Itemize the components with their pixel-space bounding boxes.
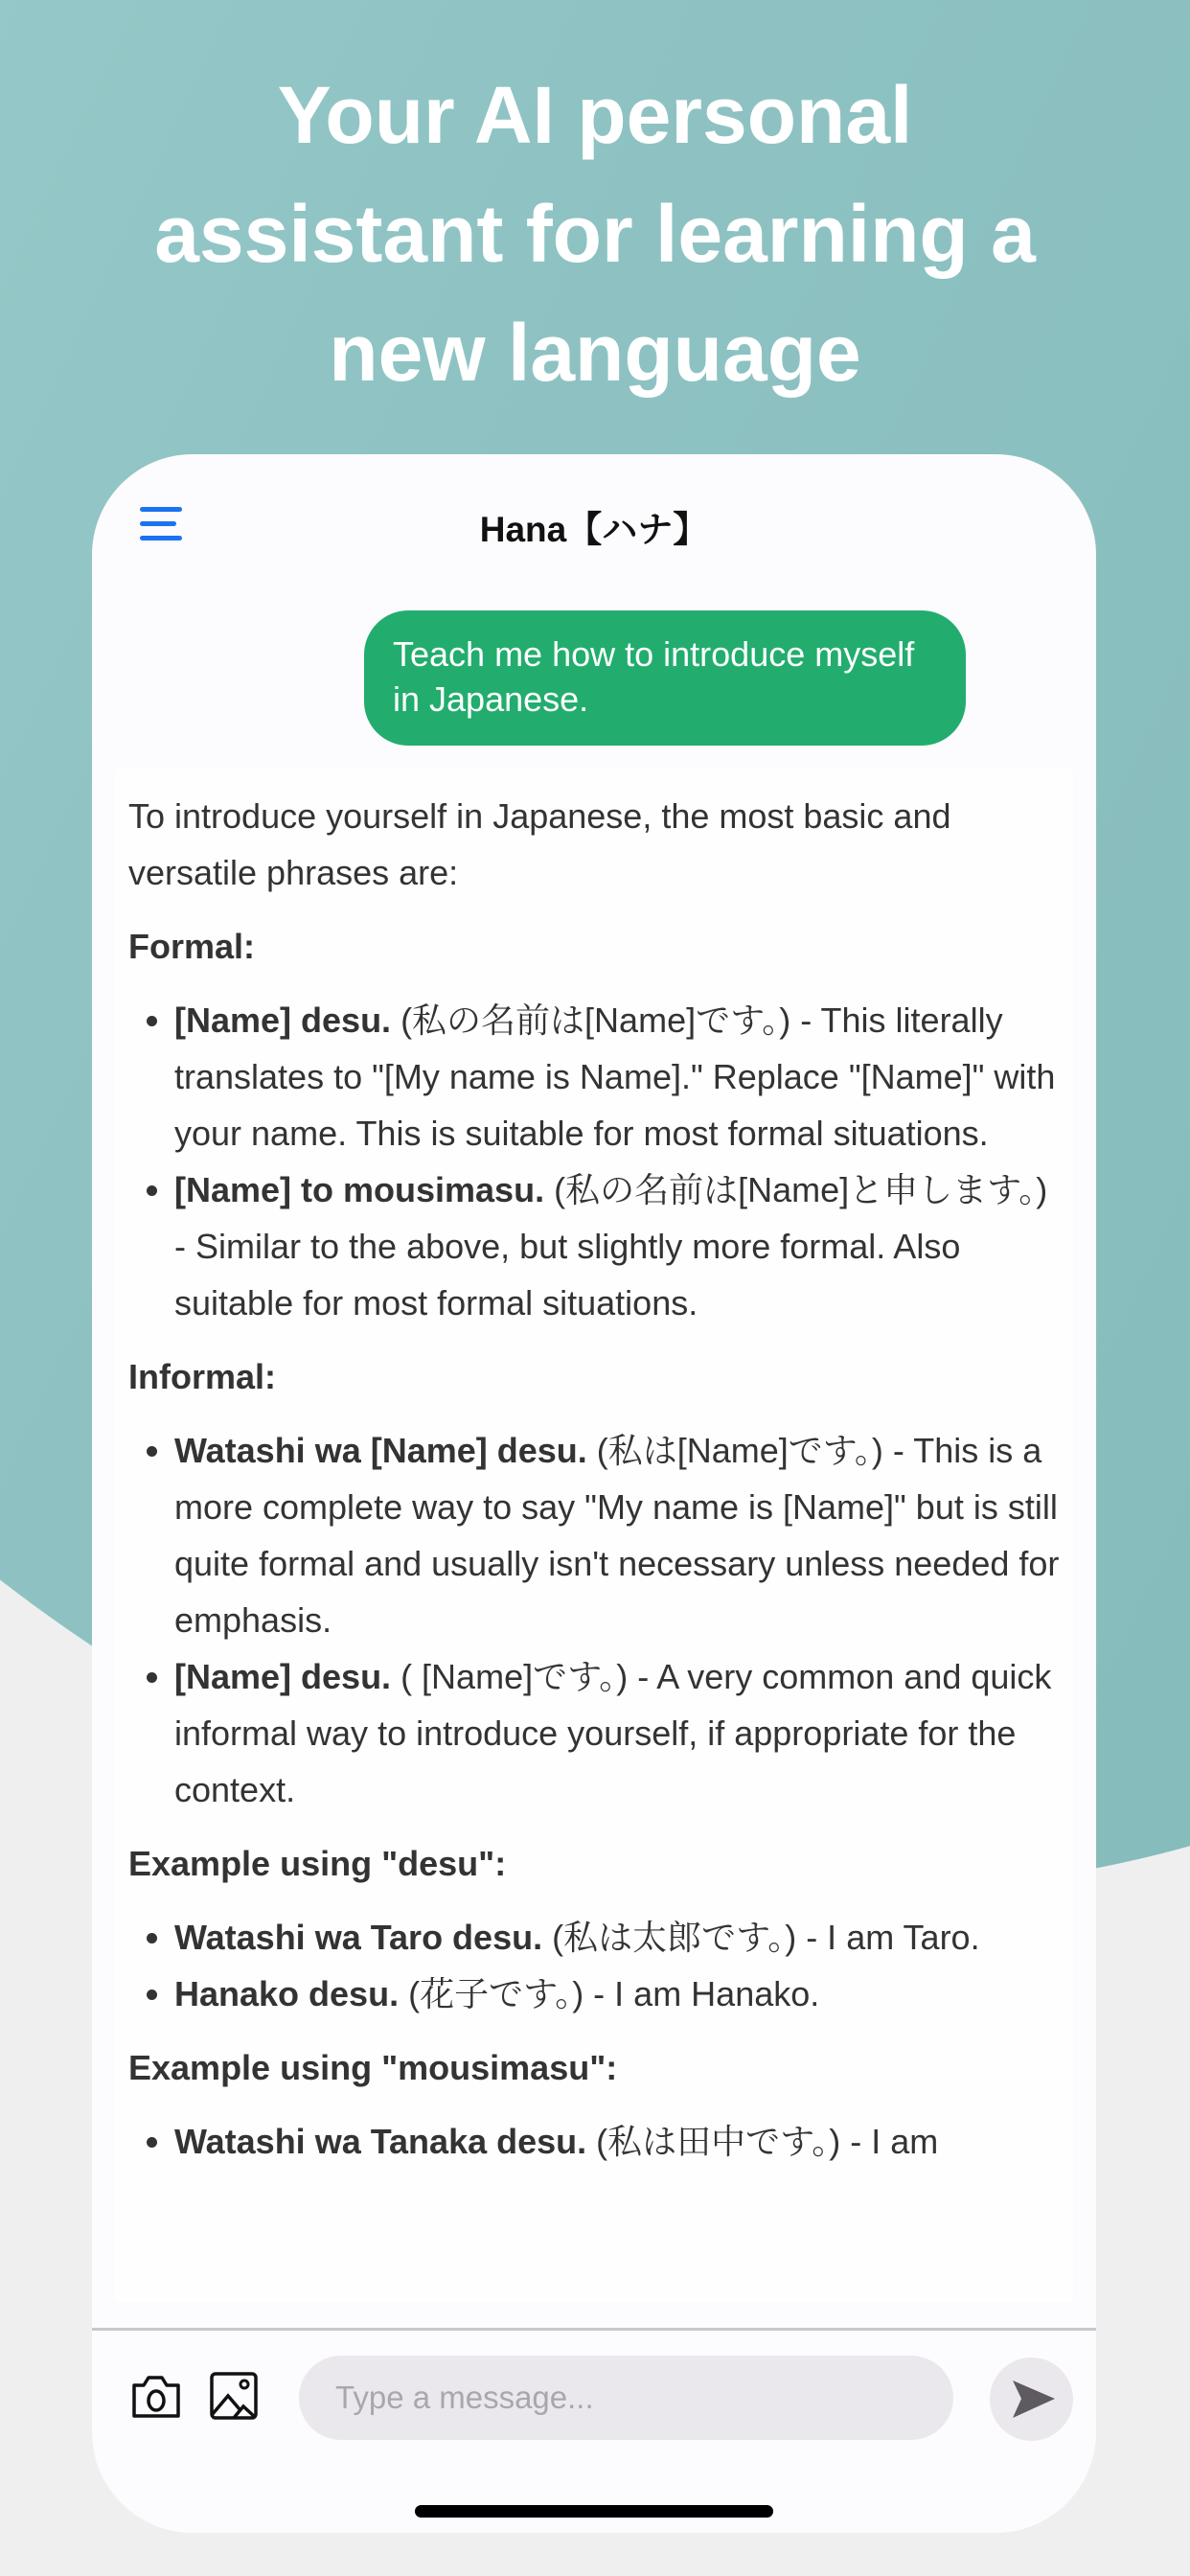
phrase-explanation: ( [Name]です。) - A very common and quick informal way to introduce yourself, if appropriate for the context. [174, 1657, 1052, 1809]
list-item [174, 1162, 1060, 1331]
headline-line: new language [329, 308, 861, 398]
phone-screen [92, 454, 1096, 2533]
answer-intro: To introduce yourself in Japanese, the most basic and versatile phrases are: [128, 796, 951, 892]
composer-divider [92, 2328, 1096, 2331]
phrase: [Name] desu. [174, 1657, 392, 1696]
headline [0, 56, 1190, 412]
list-item [174, 2113, 1060, 2170]
answer-list [128, 992, 1060, 1331]
list-item [174, 1966, 1060, 2022]
phrase-explanation: (私は[Name]です。) - This is a more complete way to say "My name is [Name]" but is still quite formal and usually isn't necessary unless needed for emphasis. [174, 1431, 1060, 1640]
answer-list [128, 1909, 1060, 2022]
answer-list [128, 2113, 1060, 2170]
message-input[interactable] [299, 2356, 953, 2440]
list-item [174, 1909, 1060, 1966]
send-button[interactable] [990, 2358, 1073, 2441]
answer-section-heading: Example using "mousimasu": [128, 2048, 618, 2087]
assistant-message [115, 769, 1073, 2302]
list-item [174, 1422, 1060, 1648]
list-item [174, 992, 1060, 1162]
phrase: Watashi wa [Name] desu. [174, 1431, 587, 1470]
user-message-bubble: Teach me how to introduce myself in Japanese. [364, 610, 966, 746]
send-icon [990, 2358, 1073, 2441]
phrase: Hanako desu. [174, 1974, 400, 2013]
answer-section-heading: Example using "desu": [128, 1844, 507, 1883]
phrase-explanation: (私の名前は[Name]と申します。) - Similar to the above, but slightly more formal. Also suitable for most formal situations. [174, 1170, 1048, 1322]
answer-list [128, 1422, 1060, 1818]
answer-section-heading: Informal: [128, 1357, 277, 1396]
camera-icon[interactable] [130, 2374, 182, 2420]
home-indicator [415, 2505, 773, 2518]
list-item [174, 1648, 1060, 1818]
phrase: [Name] to mousimasu. [174, 1170, 545, 1209]
phrase: [Name] desu. [174, 1000, 392, 1040]
phrase-explanation: (私の名前は[Name]です。) - This literally translates to "[My name is Name]." Replace "[Name]" with your name. This is suitable for most formal situations. [174, 1000, 1056, 1153]
phrase: Watashi wa Taro desu. [174, 1918, 543, 1957]
answer-section-heading: Formal: [128, 927, 256, 966]
phrase: Watashi wa Tanaka desu. [174, 2122, 587, 2161]
headline-line: Your AI personal [277, 70, 913, 160]
phrase-explanation: (花子です。) - I am Hanako. [399, 1974, 820, 2013]
headline-line: assistant for learning a [154, 189, 1036, 279]
chat-title: Hana【ハナ】 [479, 510, 709, 549]
phrase-explanation: (私は田中です。) - I am [586, 2122, 939, 2161]
image-icon[interactable] [209, 2371, 259, 2421]
phrase-explanation: (私は太郎です。) - I am Taro. [542, 1918, 980, 1957]
